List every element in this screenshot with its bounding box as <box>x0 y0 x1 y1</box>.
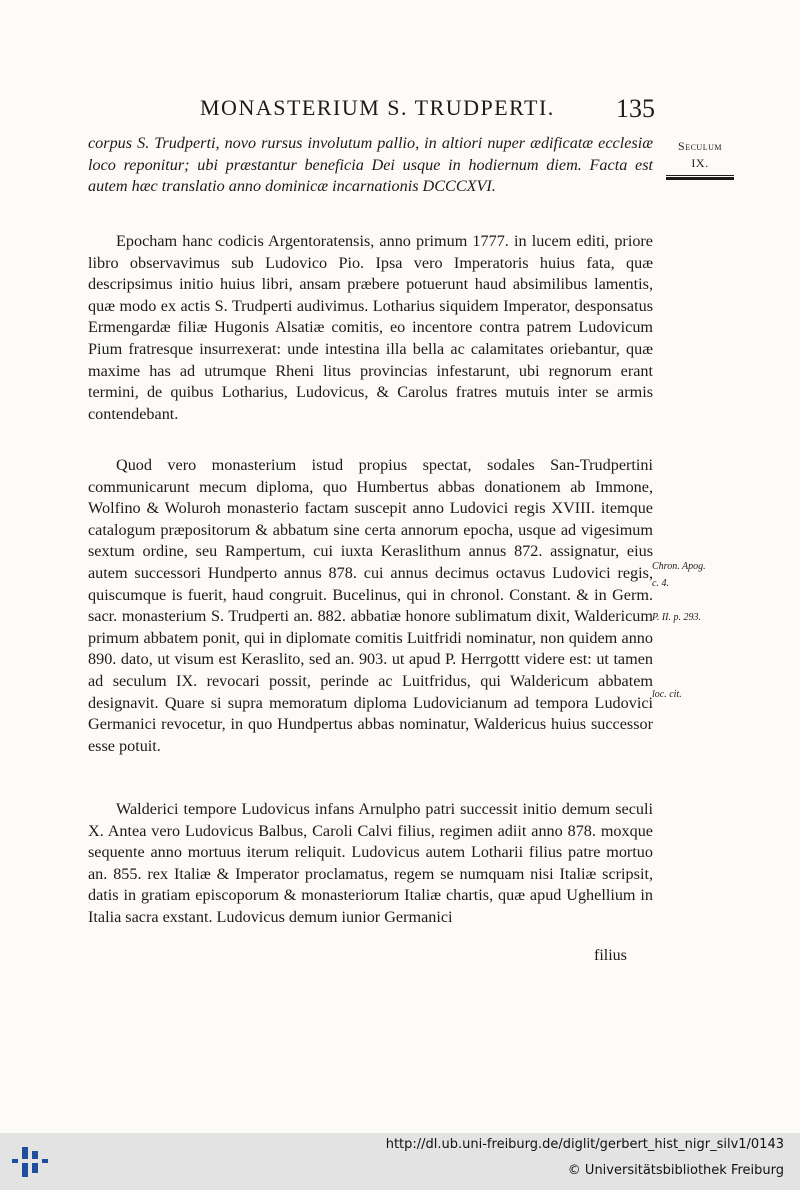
library-logo-icon <box>10 1141 54 1181</box>
paragraph-4-text: Walderici tempore Ludovicus infans Arnulpho patri successit initio demum seculi X. Antea vero Ludovicus Balbus, Caroli Calvi filius, regimen adiit anno 878. moxque sequente anno mortuus iterum reliquit. Ludovicus autem Lotharii filius patre mortuo an. 855. rex Italiæ & Imperator proclamatus, regem se numquam nisi Italiæ scripsit, datis in gratiam episcoporum & monasteriorum Italiæ chartis, quæ apud Ughellium in Italia sacra exstant. Ludovicus demum iunior Germanici <box>88 800 653 926</box>
paragraph-1 <box>88 133 653 198</box>
paragraph-4 <box>88 799 653 929</box>
paragraph-2 <box>88 231 653 425</box>
side-header <box>664 138 736 180</box>
permalink-url[interactable]: http://dl.ub.uni-freiburg.de/diglit/gerbert_hist_nigr_silv1/0143 <box>385 1137 784 1152</box>
paragraph-1-text: corpus S. Trudperti, novo rursus involutum pallio, in altiori nuper ædificatæ ecclesiæ loco reponitur; ubi præstantur beneficia Dei usque in hodiernum diem. Facta est autem hæc translatio anno dominicæ incarnationis DCCCXVI. <box>88 134 653 196</box>
copyright-notice: © Universitätsbibliothek Freiburg <box>567 1163 784 1178</box>
running-title: MONASTERIUM S. TRUDPERTI. <box>200 95 555 120</box>
margin-note-part: P. II. p. 293. <box>652 612 701 623</box>
paragraph-3 <box>88 455 653 757</box>
margin-note-loc-cit: loc. cit. <box>652 689 682 700</box>
paragraph-2-text: Epocham hanc codicis Argentoratensis, anno primum 1777. in lucem editi, priore libro observavimus sub Ludovico Pio. Ipsa vero Imperatoris huius fata, quæ descripsimus initio huius libri, ansam præbere potuerunt haud absimilibus lamentis, quæ modo ex actis S. Trudperti audivimus. Lotharius siquidem Imperator, desponsatus Ermengardæ filiæ Hugonis Alsatiæ comitis, eo incentore contra patrem Ludovicum Pium fratresque insurrexerat: unde intestina illa bella ac calamitates oriebantur, quæ maxime has ad utrumque Rheni litus provincias infestarunt, ubi regnorum erant termini, de quibus Lotharius, Ludovicus, & Carolus fratres mutuis inter se armis contendebant. <box>88 232 653 423</box>
margin-note-chron: Chron. Apog. <box>652 561 706 572</box>
catchword: filius <box>594 947 627 964</box>
side-header-rule <box>666 175 734 180</box>
page-number: 135 <box>616 94 655 123</box>
margin-note-chapter: c. 4. <box>652 578 669 589</box>
paragraph-3-text: Quod vero monasterium istud propius spectat, sodales San-Trudpertini communicarunt mecum diploma, quo Humbertus abbas donationem ab Immone, Wolfino & Woluroh monasterio factam suscepit anno Ludovici regis XVIII. itemque catalogum præpositorum & abbatum sine certa annorum epocha, usque ad vigesimum sextum ordine, seu Rampertum, cui iuxta Keraslithum annus 872. assignatur, eius autem successori Hundperto annus 878. cui annus decimus octavus Ludovici regis, quiscumque is fuerit, haud congruit. Bucelinus, qui in chronol. Constant. & in Germ. sacr. monasterium S. Trudperti an. 882. abbatiæ honore sublimatum dixit, Waldericum primum abbatem ponit, qui in diplomate comitis Luitfridi nominatur, non quidem anno 890. dato, ut visum est Keraslito, sed an. 903. ut apud P. Herrgottt videre est: ut tamen ad seculum IX. revocari possit, perinde ac Luitfridus, qui Waldericum abbatem designavit. Quare si supra memoratum diploma Ludovicianum ad tempora Ludovici Germanici revocetur, in quo Hundpertus abbas nominatur, Waldericus huius successor esse potuit. <box>88 456 653 755</box>
footer-bar <box>0 1133 800 1190</box>
side-label-century: IX. <box>691 156 709 170</box>
side-label-seculum: Seculum <box>678 139 722 153</box>
